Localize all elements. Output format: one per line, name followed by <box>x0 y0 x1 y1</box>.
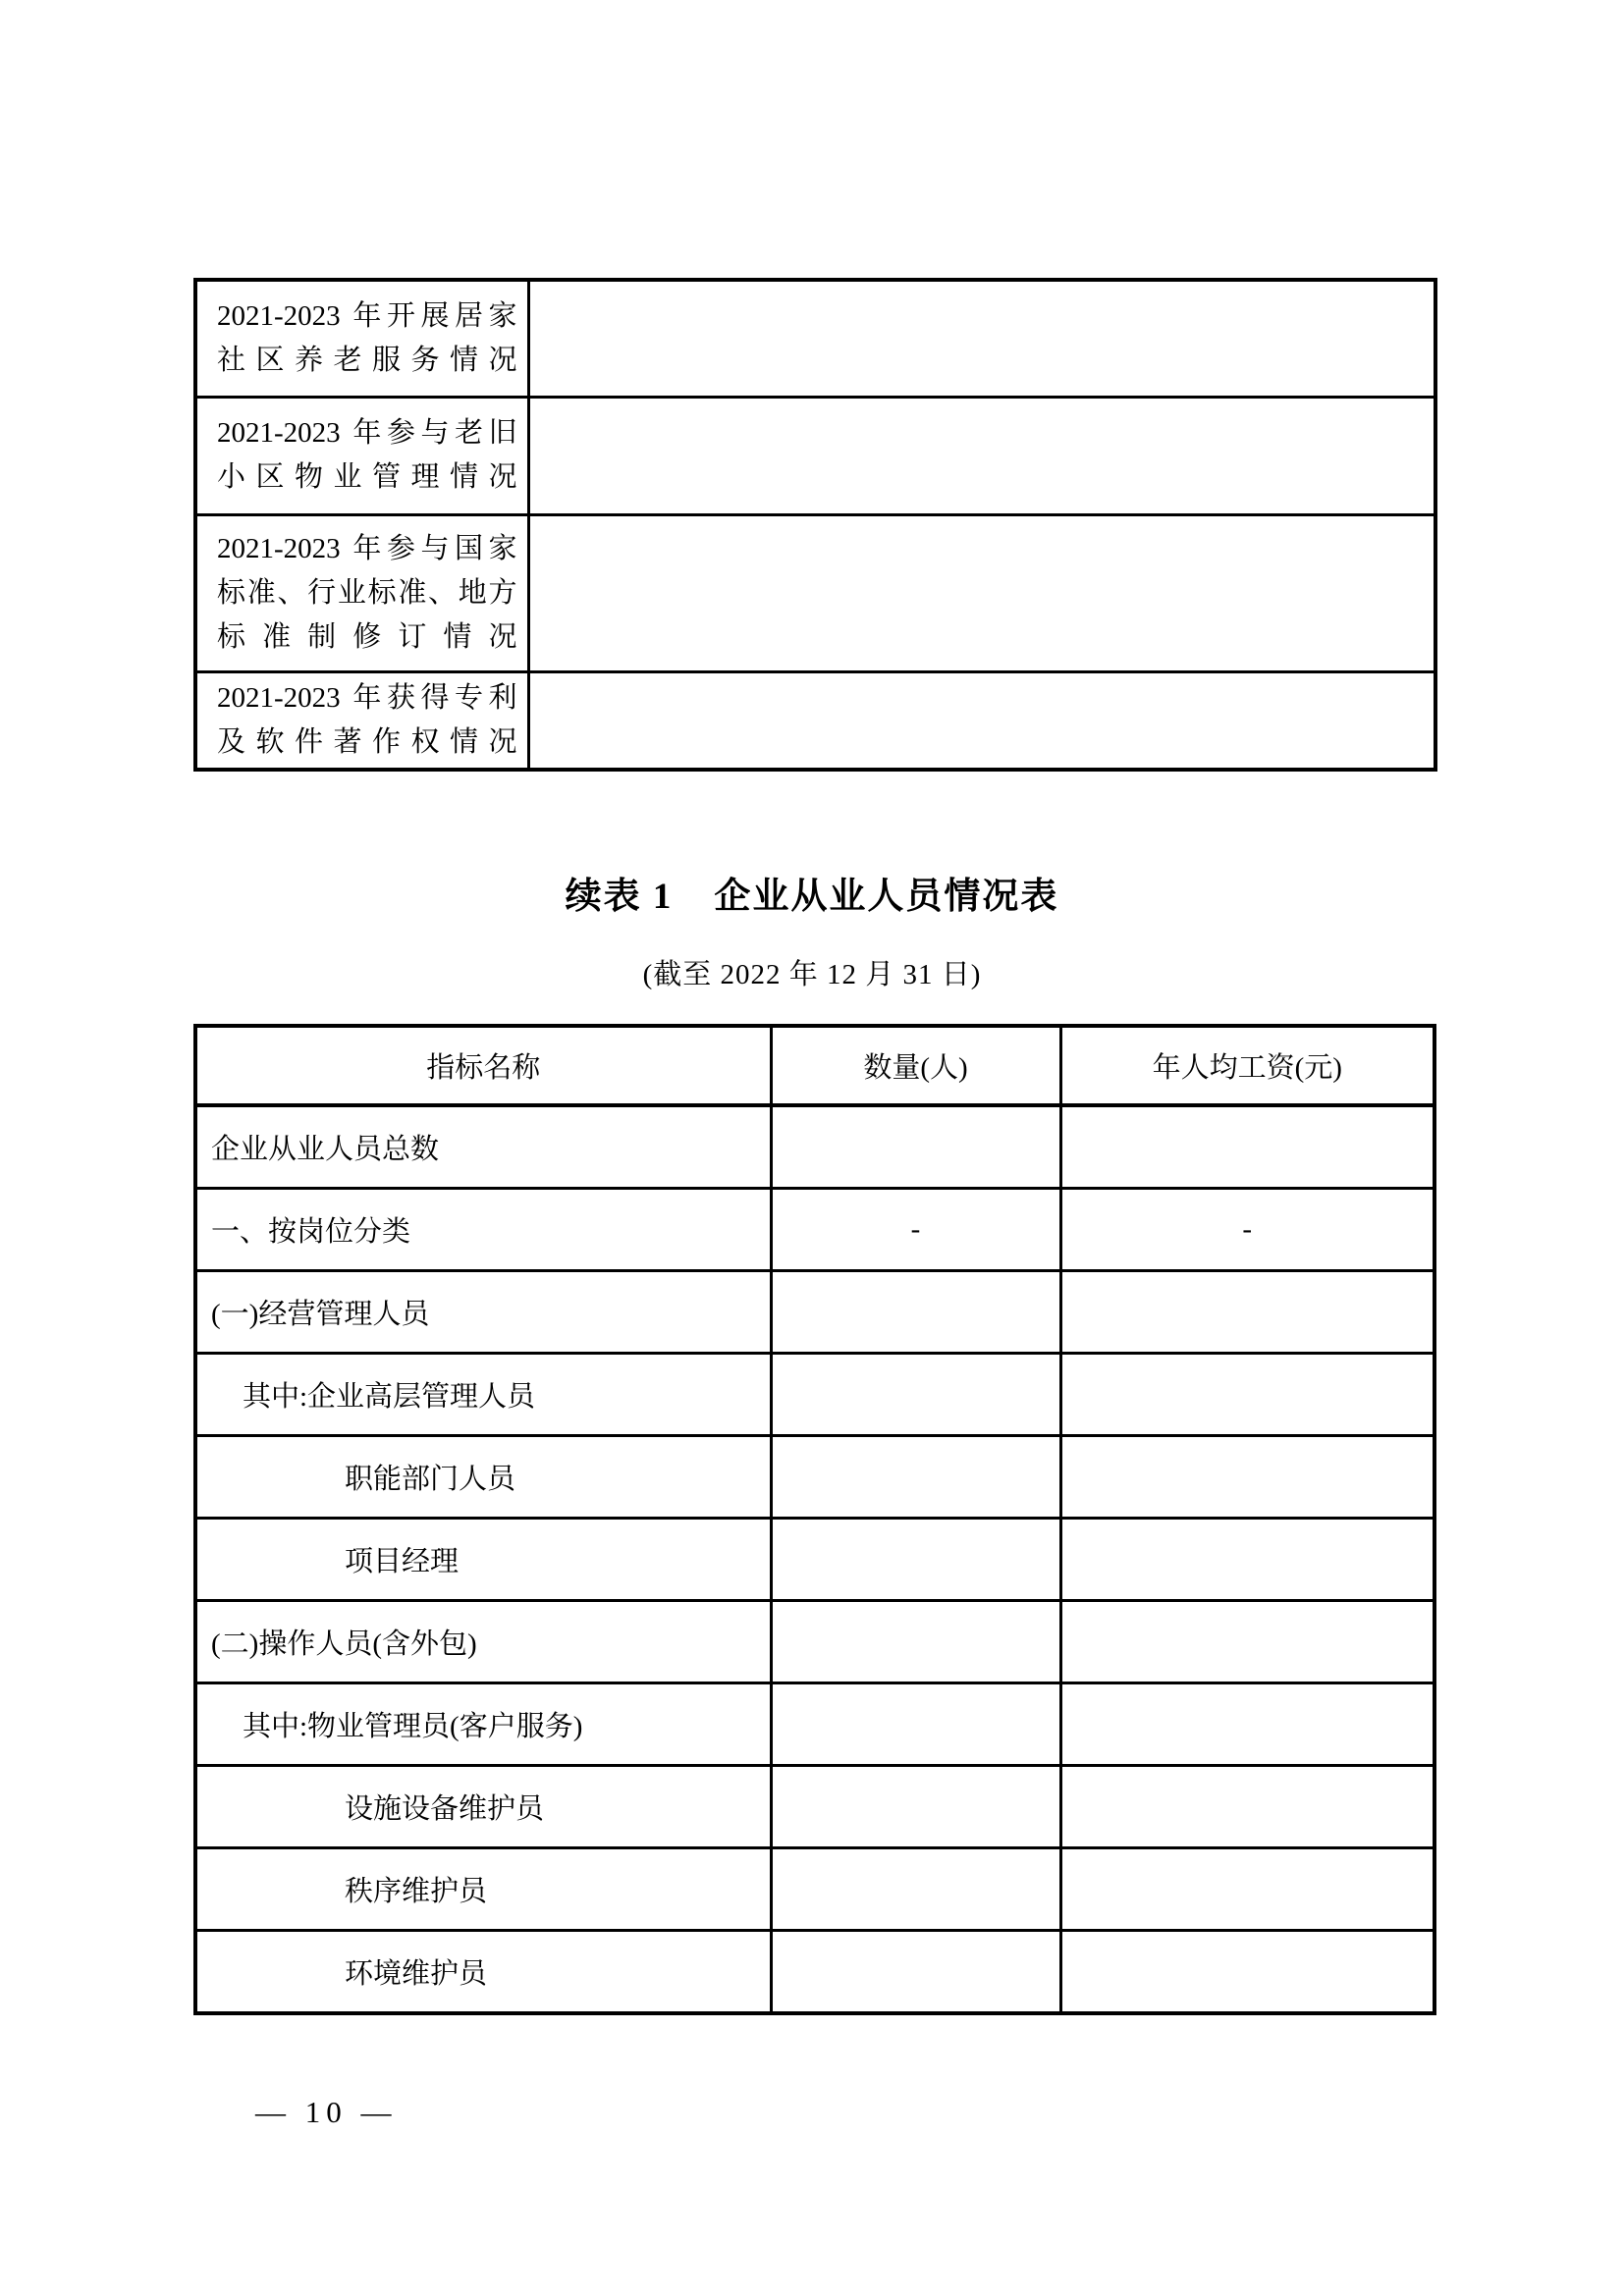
table-row <box>195 1271 1435 1354</box>
table-row <box>195 1931 1435 2014</box>
section-title-prefix: 续表 1 <box>565 877 674 917</box>
table-row <box>195 1683 1435 1766</box>
table-row <box>195 514 1435 671</box>
row-label: (一)经营管理人员 <box>195 1271 771 1354</box>
table-row <box>195 1766 1435 1848</box>
section-title-text: 企业从业人员情况表 <box>714 877 1059 917</box>
row-label: 秩序维护员 <box>195 1848 771 1931</box>
quantity-cell <box>771 1354 1060 1436</box>
wage-cell: - <box>1060 1189 1435 1271</box>
table-row <box>195 1105 1435 1189</box>
header-row <box>195 1026 1435 1105</box>
table-row <box>195 1189 1435 1271</box>
table-row <box>195 1436 1435 1519</box>
quantity-cell <box>771 1436 1060 1519</box>
wage-cell <box>1060 1271 1435 1354</box>
row-label: 项目经理 <box>195 1519 771 1601</box>
quantity-cell <box>771 1271 1060 1354</box>
quantity-cell: - <box>771 1189 1060 1271</box>
quantity-cell <box>771 1683 1060 1766</box>
table-row <box>195 1601 1435 1683</box>
fill-in-cell <box>528 671 1435 770</box>
row-label: 环境维护员 <box>195 1931 771 2014</box>
quantity-cell <box>771 1519 1060 1601</box>
section-subtitle: (截至 2022 年 12 月 31 日) <box>642 959 982 990</box>
wage-cell <box>1060 1354 1435 1436</box>
header-quantity: 数量(人) <box>771 1026 1060 1105</box>
page-number: — 10 — <box>255 2095 398 2129</box>
row-label: 一、按岗位分类 <box>195 1189 771 1271</box>
wage-cell <box>1060 1766 1435 1848</box>
quantity-cell <box>771 1105 1060 1189</box>
wage-cell <box>1060 1436 1435 1519</box>
section-title <box>0 877 1624 918</box>
quantity-cell <box>771 1931 1060 2014</box>
wage-cell <box>1060 1105 1435 1189</box>
table-row <box>195 1848 1435 1931</box>
quantity-cell <box>771 1601 1060 1683</box>
row-label: 企业从业人员总数 <box>195 1105 771 1189</box>
table-row <box>195 280 1435 397</box>
table-row <box>195 1519 1435 1601</box>
wage-cell <box>1060 1848 1435 1931</box>
header-indicator-name: 指标名称 <box>195 1026 771 1105</box>
table-row <box>195 671 1435 770</box>
row-label: 其中:物业管理员(客户服务) <box>195 1683 771 1766</box>
row-label: 2021-2023 年获得专利及软件著作权情况 <box>195 671 528 770</box>
table-row <box>195 1354 1435 1436</box>
row-label: 2021-2023 年参与国家标准、行业标准、地方标准制修订情况 <box>195 514 528 671</box>
row-label: (二)操作人员(含外包) <box>195 1601 771 1683</box>
wage-cell <box>1060 1683 1435 1766</box>
row-label: 设施设备维护员 <box>195 1766 771 1848</box>
row-label: 其中:企业高层管理人员 <box>195 1354 771 1436</box>
row-label: 2021-2023 年参与老旧小区物业管理情况 <box>195 397 528 514</box>
fill-in-cell <box>528 397 1435 514</box>
personnel-table <box>193 1024 1436 2015</box>
quantity-cell <box>771 1766 1060 1848</box>
wage-cell <box>1060 1931 1435 2014</box>
fill-in-cell <box>528 280 1435 397</box>
continuation-table <box>193 278 1437 772</box>
wage-cell <box>1060 1601 1435 1683</box>
quantity-cell <box>771 1848 1060 1931</box>
fill-in-cell <box>528 514 1435 671</box>
header-avg-wage: 年人均工资(元) <box>1060 1026 1435 1105</box>
row-label: 2021-2023 年开展居家社区养老服务情况 <box>195 280 528 397</box>
table-row <box>195 397 1435 514</box>
wage-cell <box>1060 1519 1435 1601</box>
row-label: 职能部门人员 <box>195 1436 771 1519</box>
